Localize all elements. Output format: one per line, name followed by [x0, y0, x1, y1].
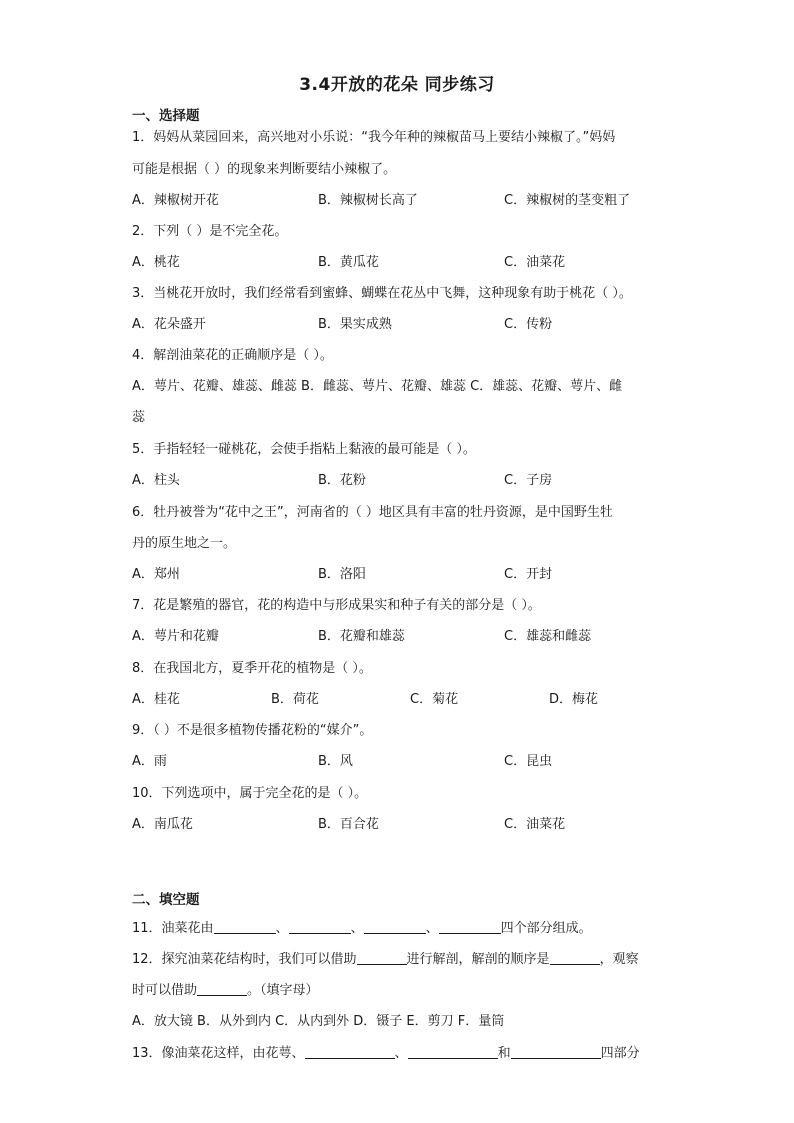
section-fill-heading: 二、填空题	[132, 892, 200, 908]
question-12-line-2-prefix: 时可以借助	[132, 983, 198, 998]
option-a: A．柱头	[132, 473, 180, 488]
option-a: A．辣椒树开花	[132, 193, 219, 208]
answer-blank[interactable]	[364, 919, 426, 934]
question-13-line-1	[132, 1044, 640, 1064]
option-a: A．萼片和花瓣	[132, 629, 219, 644]
option-a: A．桃花	[132, 255, 180, 270]
question-13-prefix: 13．像油菜花这样，由花萼、	[132, 1046, 305, 1061]
option-c: C．昆虫	[504, 754, 553, 769]
question-6-line-1: 6．牡丹被誉为“花中之王”，河南省的（ ）地区具有丰富的牡丹资源，是中国野生牡	[132, 505, 613, 520]
answer-blank[interactable]	[197, 981, 247, 996]
question-7-line-1: 7．花是繁殖的器官，花的构造中与形成果实和种子有关的部分是（ ）。	[132, 598, 541, 613]
answer-blank[interactable]	[289, 919, 351, 934]
option-c: C．雄蕊和雌蕊	[504, 629, 592, 644]
answer-blank[interactable]	[214, 919, 276, 934]
answer-blank[interactable]	[357, 950, 407, 965]
separator: 、	[350, 921, 364, 936]
question-12-prefix: 12．探究油菜花结构时，我们可以借助	[132, 952, 357, 967]
conjunction: 和	[497, 1046, 511, 1061]
option-c: C．油菜花	[504, 817, 566, 832]
question-3-line-1: 3．当桃花开放时，我们经常看到蜜蜂、蝴蝶在花丛中飞舞，这种现象有助于桃花（ ）。	[132, 286, 632, 301]
question-9-line-1: 9．（ ）不是很多植物传播花粉的“媒介”。	[132, 723, 373, 738]
answer-blank[interactable]	[439, 919, 501, 934]
answer-blank[interactable]	[408, 1044, 498, 1059]
question-8-line-1: 8．在我国北方，夏季开花的植物是（ ）。	[132, 661, 372, 676]
answer-blank[interactable]	[550, 950, 600, 965]
option-b: B．黄瓜花	[318, 255, 379, 270]
separator: 、	[425, 921, 439, 936]
option-b: B．百合花	[318, 817, 379, 832]
option-c: C．菊花	[410, 692, 459, 707]
option-d: D．梅花	[549, 692, 599, 707]
question-12-line-2-suffix: 。（填字母）	[247, 983, 319, 998]
option-b: B．花瓣和雄蕊	[318, 629, 405, 644]
question-4-line-3: 蕊	[132, 410, 146, 425]
option-a: A．南瓜花	[132, 817, 193, 832]
question-2-line-1: 2．下列（ ）是不完全花。	[132, 224, 288, 239]
question-6-line-2: 丹的原生地之一。	[132, 536, 237, 551]
question-13-suffix: 四部分	[600, 1046, 640, 1061]
option-c: C．传粉	[504, 317, 553, 332]
question-12-line-2	[132, 981, 319, 1001]
question-5-line-1: 5．手指轻轻一碰桃花，会使手指粘上黏液的最可能是（ ）。	[132, 442, 476, 457]
option-b: B．荷花	[271, 692, 319, 707]
option-c: C．辣椒树的茎变粗了	[504, 193, 631, 208]
option-b: B．花粉	[318, 473, 366, 488]
question-12-line-1	[132, 950, 639, 970]
separator: 、	[275, 921, 289, 936]
section-choice-heading: 一、选择题	[132, 108, 200, 124]
option-b: B．果实成熟	[318, 317, 392, 332]
question-11-suffix: 四个部分组成。	[500, 921, 592, 936]
option-b: B．辣椒树长高了	[318, 193, 418, 208]
question-12-mid-1: 进行解剖，解剖的顺序是	[406, 952, 550, 967]
option-c: C．开封	[504, 567, 553, 582]
question-1-line-2: 可能是根据（ ）的现象来判断要结小辣椒了。	[132, 162, 397, 177]
option-a: A．花朵盛开	[132, 317, 206, 332]
option-a: A．桂花	[132, 692, 180, 707]
question-4-line-1: 4．解剖油菜花的正确顺序是（ ）。	[132, 348, 333, 363]
option-a: A．雨	[132, 754, 167, 769]
answer-blank[interactable]	[511, 1044, 601, 1059]
option-c: C．油菜花	[504, 255, 566, 270]
answer-blank[interactable]	[305, 1044, 395, 1059]
page-title: 3.4开放的花朵 同步练习	[299, 75, 495, 95]
option-c: C．子房	[504, 473, 553, 488]
option-b: B．洛阳	[318, 567, 366, 582]
option-b: B．风	[318, 754, 353, 769]
option-a: A．郑州	[132, 567, 180, 582]
question-1-line-1: 1．妈妈从菜园回来，高兴地对小乐说：“我今年种的辣椒苗马上要结小辣椒了。”妈妈	[132, 130, 616, 145]
separator: 、	[394, 1046, 408, 1061]
question-11-line-1	[132, 919, 592, 939]
question-12-options: A．放大镜 B．从外到内 C．从内到外 D．镊子 E．剪刀 F．量筒	[132, 1014, 505, 1029]
question-10-line-1: 10．下列选项中，属于完全花的是（ ）。	[132, 786, 368, 801]
question-4-line-2: A．萼片、花瓣、雄蕊、雌蕊 B．雌蕊、萼片、花瓣、雄蕊 C．雄蕊、花瓣、萼片、雌	[132, 379, 623, 394]
question-11-prefix: 11．油菜花由	[132, 921, 214, 936]
question-12-mid-2: ，观察	[599, 952, 639, 967]
